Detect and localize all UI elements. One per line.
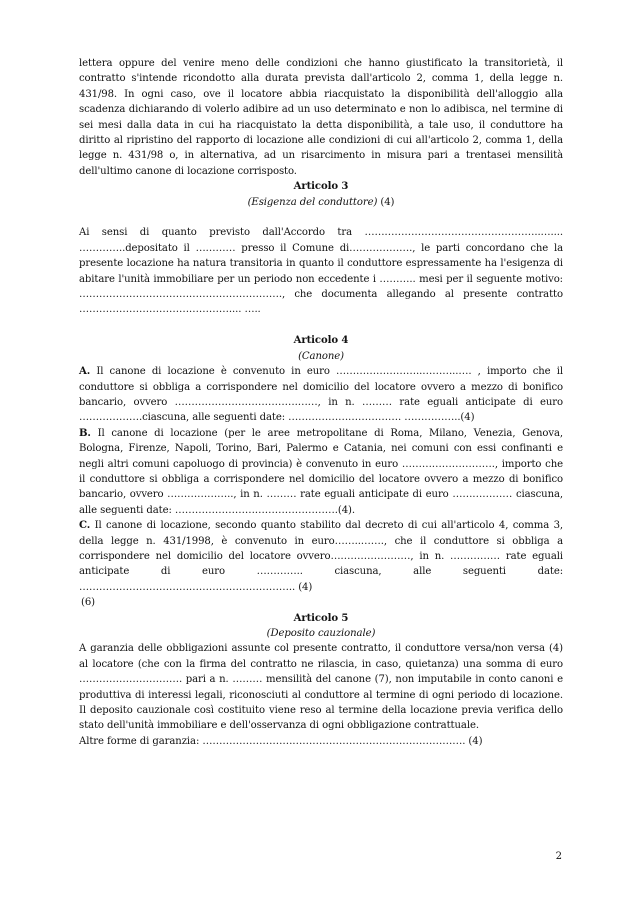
clause-a-label: A. — [79, 366, 91, 378]
spacer — [79, 318, 563, 333]
articolo-3-subtitle-ref: (4) — [380, 196, 395, 208]
articolo-4-clause-c — [79, 518, 563, 595]
clause-c-label: C. — [79, 520, 91, 532]
articolo-4-note: (6) — [81, 597, 95, 609]
clause-c-text: Il canone di locazione, secondo quanto stabilito dal decreto di cui all'articolo 4, comma 3, della legge n. 431/1998, è convenuto in euro……..……., che il conduttore si obbliga a corrispondere nel domicilio del locatore ovvero……………………, in n. …………… rate eguali anticipate di euro ………….. ciascuna, alle seguenti date: ……………………………………………………….. (4) — [79, 520, 563, 593]
clause-a-text: Il canone di locazione è convenuto in euro ……………………..………..…. , importo che il conduttore si obbliga a corrispondere nel domicilio del locatore ovvero a mezzo di bonifico bancario, ovvero ……………………………….……, in n. ……… rate eguali anticipate di euro ……………….ciascuna, alle seguenti date: ……………………………. ……………..(4) — [79, 366, 563, 424]
articolo-3-subtitle — [79, 195, 563, 210]
articolo-3-subtitle-text: (Esigenza del conduttore) — [247, 196, 378, 208]
articolo-4-subtitle: (Canone) — [298, 350, 344, 362]
page-number: 2 — [555, 851, 562, 862]
articolo-5-other-guarantees: Altre forme di garanzia: ……………………………………………………………………. (4) — [79, 735, 483, 747]
articolo-4-clause-b — [79, 426, 563, 518]
articolo-5-subtitle: (Deposito cauzionale) — [266, 628, 376, 639]
articolo-4-title: Articolo 4 — [293, 335, 349, 347]
articolo-5-paragraph: A garanzia delle obbligazioni assunte col presente contratto, il conduttore versa/non versa (4) al locatore (che con la firma del contratto ne rilascia, in caso, quietanza) una somma di euro …………………………. pari a n. ……… mensilità del canone (7), non imputabile in conto canoni e produttiva di interessi legali, riconosciuti al conduttore al termine di ogni periodo di locazione. Il deposito cauzionale così costituito viene reso al termine della locazione previa verifica dello stato dell'unità immobiliare e dell'osservanza di ogni obbligazione contrattuale. — [79, 643, 563, 732]
spacer — [79, 210, 563, 225]
clause-b-text: Il canone di locazione (per le aree metropolitane di Roma, Milano, Venezia, Genova, Bologna, Firenze, Napoli, Torino, Bari, Palermo e Catania, nei comuni con essi confinanti e negli altri comuni capoluogo di provincia) è convenuto in euro ………………………., importo che il conduttore si obbliga a corrispondere nel domicilio del locatore ovvero a mezzo di bonifico bancario, ovvero ……………….., in n. ……… rate eguali anticipate di euro ……………… ciascuna, alle seguenti date: ………………………………………….(4). — [79, 427, 563, 516]
document-page — [79, 56, 563, 749]
articolo-4-clause-a — [79, 364, 563, 426]
articolo-3-title: Articolo 3 — [293, 181, 349, 193]
articolo-5-title: Articolo 5 — [293, 612, 349, 624]
clause-b-label: B. — [79, 427, 91, 439]
intro-paragraph: lettera oppure del venire meno delle condizioni che hanno giustificato la transitorietà, il contratto s'intende ricondotto alla durata prevista dall'articolo 2, comma 1, della legge n. 431/98. In ogni caso, ove il locatore abbia riacquistato la disponibilità dell'alloggio alla scadenza dichiarando di volerlo adibire ad un uso determinato e non lo adibisca, nel termine di sei mesi dalla data in cui ha riacquistato la detta disponibilità, a tale uso, il conduttore ha diritto al ripristino del rapporto di locazione alle condizioni di cui all'articolo 2, comma 1, della legge n. 431/98 o, in alternativa, ad un risarcimento in misura pari a trentasei mensilità dell'ultimo canone di locazione corrisposto. — [79, 58, 563, 177]
articolo-3-paragraph: Ai sensi di quanto previsto dall'Accordo tra ……………………………………………..….... …………..depositato il ………… presso il Comune di………………., le parti concordano che la presente locazione ha natura transitoria in quanto il conduttore espressamente ha l'esigenza di abitare l'unità immobiliare per un periodo non eccedente i ……….. mesi per il seguente motivo: ……………………………………………………., che documenta allegando al presente contratto ……………………………………….... ….. — [79, 227, 563, 316]
